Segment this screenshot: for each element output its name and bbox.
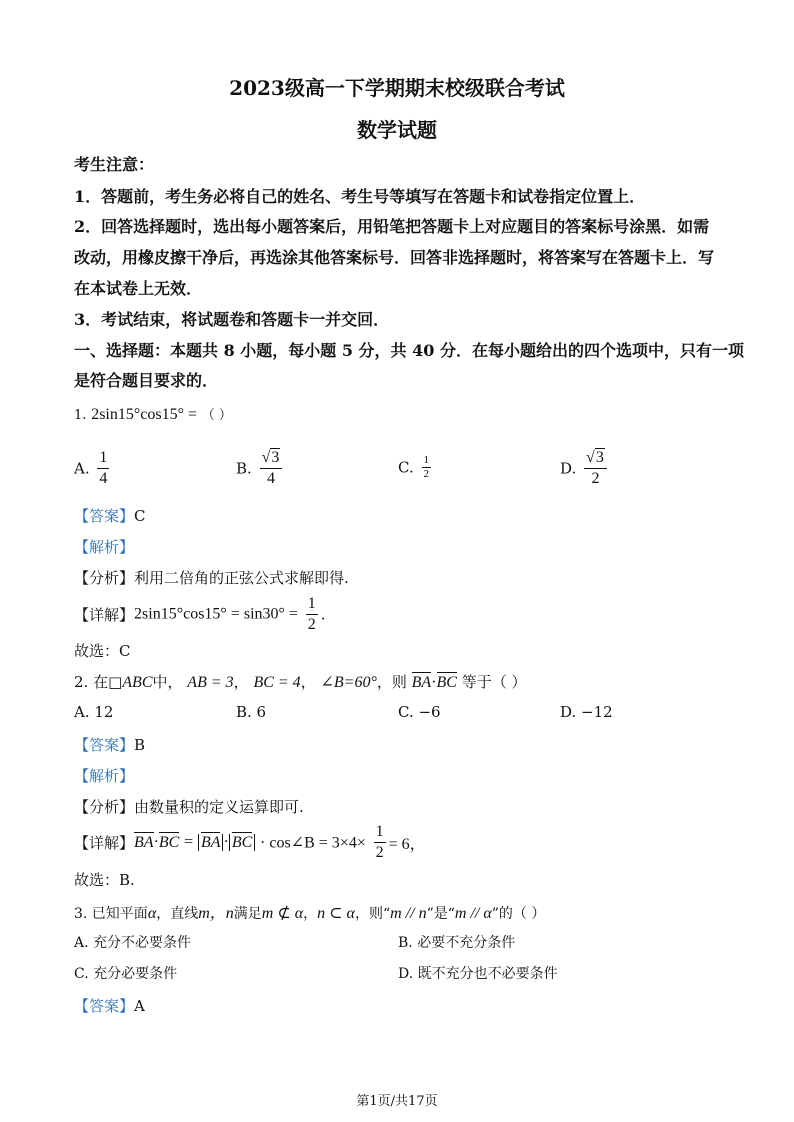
question-1-number: 1. xyxy=(74,408,87,423)
question-3-stem: 3. 已知平面α，直线m，n满足m ⊄ α，n ⊂ α，则“m // n”是“m // α”的（ ） xyxy=(74,905,546,922)
plane-alpha: α xyxy=(147,905,157,922)
answer-value: B xyxy=(134,736,146,754)
notice-item-1: 1．答题前，考生务必将自己的姓名、考生号等填写在答题卡和试卷指定位置上． xyxy=(74,187,646,206)
relation-m-not-in-alpha: m ⊄ α xyxy=(261,905,304,922)
question-1-option-b xyxy=(236,448,285,489)
answer-value: C xyxy=(134,507,146,525)
comma: ， xyxy=(233,673,249,691)
detail-expression: 2sin15°cos15° = sin30° = xyxy=(134,605,298,623)
question-2-option-d: D. −12 xyxy=(560,703,613,721)
option-b-fraction xyxy=(260,448,283,489)
notice-heading: 考生注意： xyxy=(74,155,155,174)
exam-subtitle: 数学试题 xyxy=(357,118,437,142)
vector-bc: BC xyxy=(436,674,457,691)
vector-ba: BA xyxy=(134,833,154,851)
fraction-denominator: 2 xyxy=(307,616,316,633)
vector-bc: BC xyxy=(158,833,180,851)
question-2-then: ，则 xyxy=(376,673,407,691)
fraction-denominator: 2 xyxy=(423,468,429,480)
fraction-numerator: 1 xyxy=(423,454,429,466)
question-3-option-a: A. 充分不必要条件 xyxy=(74,935,192,951)
fraction-denominator: 2 xyxy=(375,844,384,861)
question-1-conclusion: 故选：C xyxy=(74,642,131,660)
option-d-label: D. xyxy=(560,459,577,478)
question-2-mid: 中， xyxy=(152,673,183,691)
question-1-option-c xyxy=(398,454,434,481)
question-2-fenxi xyxy=(74,796,304,817)
option-d-fraction xyxy=(584,448,607,489)
question-3-text: ”是“ xyxy=(426,906,455,922)
answer-tag: 【答案】 xyxy=(74,997,135,1015)
question-2-prefix: 2. 在 xyxy=(74,673,109,691)
question-1-answer xyxy=(74,505,146,526)
question-2-conclusion: 故选：B. xyxy=(74,871,135,889)
triangle-name: ABC xyxy=(122,674,153,691)
detail-fraction xyxy=(306,594,318,635)
condition-ab: AB = 3 xyxy=(187,674,234,691)
answer-tag: 【答案】 xyxy=(74,736,135,754)
question-2-analysis-tag: 【解析】 xyxy=(74,767,135,785)
question-2-option-a: A. 12 xyxy=(74,703,114,721)
condition-angle-b: ∠B=60° xyxy=(320,674,377,691)
option-a-fraction xyxy=(97,448,109,489)
page-footer: 第1页/共17页 xyxy=(356,1094,438,1109)
dot-operator: · xyxy=(223,833,229,851)
question-2-option-b: B. 6 xyxy=(236,703,267,721)
condition-m-parallel-alpha: m // α xyxy=(454,905,492,922)
question-3-text: ，则“ xyxy=(354,906,391,922)
equals-sign: = xyxy=(184,833,194,851)
sqrt-radicand: 3 xyxy=(595,449,604,466)
fenxi-tag: 【分析】 xyxy=(74,798,135,816)
question-3-text: 满足 xyxy=(233,906,262,922)
detail-tag: 【详解】 xyxy=(74,834,135,852)
fenxi-text: 由数量积的定义运算即可. xyxy=(134,798,304,816)
fraction-denominator: 2 xyxy=(591,470,600,487)
question-1-option-d xyxy=(560,448,610,489)
question-3-answer xyxy=(74,995,145,1016)
comma: ， xyxy=(300,673,316,691)
vector-bc: BC xyxy=(231,833,253,851)
lines-m-n: m，n xyxy=(198,905,234,922)
answer-value: A xyxy=(134,997,145,1015)
question-2-answer xyxy=(74,734,145,755)
detail-period: . xyxy=(320,605,326,624)
question-1-stem xyxy=(74,404,232,424)
fraction-numerator: √3 xyxy=(260,448,283,469)
fraction-denominator: 4 xyxy=(99,470,108,487)
option-c-label: C. xyxy=(398,458,414,477)
detail-fraction xyxy=(374,822,386,863)
question-2-stem xyxy=(74,671,527,692)
detail-expression: · cos∠B = 3×4× xyxy=(260,834,366,852)
question-1-fenxi xyxy=(74,567,349,588)
option-a-label: A. xyxy=(74,459,90,478)
sqrt-radicand: 3 xyxy=(271,449,280,466)
question-3-option-b: B. 必要不充分条件 xyxy=(398,935,516,951)
fraction-numerator: √3 xyxy=(584,448,607,469)
question-3-option-c: C. 充分必要条件 xyxy=(74,966,178,982)
question-2-detail xyxy=(74,822,426,863)
section-heading-line-1: 一、选择题：本题共 8 小题，每小题 5 分，共 40 分．在每小题给出的四个选项中，只有一项 xyxy=(74,341,744,360)
vector-ba: BA xyxy=(200,833,221,851)
question-1-option-a xyxy=(74,448,112,489)
dot-operator: · xyxy=(431,674,437,691)
question-1-paren: （ ） xyxy=(201,408,232,423)
question-1-detail xyxy=(74,594,326,635)
question-3-prefix: 3. 已知平面 xyxy=(74,906,148,922)
magnitude-bc xyxy=(229,834,255,851)
fraction-numerator: 1 xyxy=(374,822,386,843)
relation-n-in-alpha: n ⊂ α xyxy=(317,905,355,922)
question-2-option-c: C. −6 xyxy=(398,703,441,721)
fenxi-text: 利用二倍角的正弦公式求解即得. xyxy=(134,569,349,587)
detail-tag: 【详解】 xyxy=(74,606,135,624)
vector-ba: BA xyxy=(411,674,432,691)
condition-m-parallel-n: m // n xyxy=(390,905,427,922)
condition-bc: BC = 4 xyxy=(253,674,301,691)
question-3-text: ，直线 xyxy=(156,906,199,922)
question-1-analysis-tag: 【解析】 xyxy=(74,538,135,556)
question-3-option-d: D. 既不充分也不必要条件 xyxy=(398,966,558,982)
fenxi-tag: 【分析】 xyxy=(74,569,135,587)
notice-item-2-line-3: 在本试卷上无效． xyxy=(74,279,203,298)
option-c-fraction xyxy=(422,454,432,481)
notice-item-2-line-2: 改动，用橡皮擦干净后，再选涂其他答案标号．回答非选择题时，将答案写在答题卡上．写 xyxy=(74,248,715,267)
fraction-numerator: 1 xyxy=(306,594,318,615)
triangle-icon: □ xyxy=(108,673,123,691)
dot-operator: · xyxy=(153,833,159,851)
detail-result: = 6， xyxy=(388,836,426,853)
magnitude-ba xyxy=(198,834,224,851)
section-heading-line-2: 是符合题目要求的． xyxy=(74,371,219,390)
question-1-expression: 2sin15°cos15° = xyxy=(91,406,198,423)
question-3-suffix: ”的（ ） xyxy=(491,906,546,922)
answer-tag: 【答案】 xyxy=(74,507,135,525)
notice-item-3: 3．考试结束，将试题卷和答题卡一并交回． xyxy=(74,310,390,329)
exam-title: 2023级高一下学期期末校级联合考试 xyxy=(229,76,565,100)
question-2-suffix: 等于（ ） xyxy=(461,673,527,691)
notice-item-2-line-1: 2．回答选择题时，选出每小题答案后，用铅笔把答题卡上对应题目的答案标号涂黑．如需 xyxy=(74,217,710,236)
fraction-denominator: 4 xyxy=(266,470,275,487)
option-b-label: B. xyxy=(236,459,252,478)
fraction-numerator: 1 xyxy=(97,448,109,469)
